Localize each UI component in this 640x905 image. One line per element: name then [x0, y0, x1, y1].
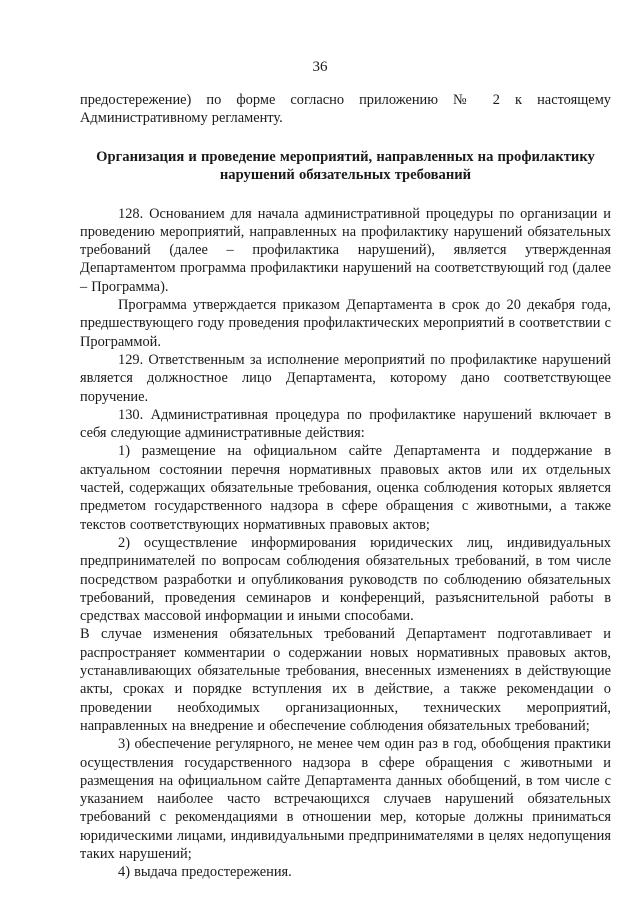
list-item-3: 3) обеспечение регулярного, не менее чем один раз в год, обобщения практики осуществления государственного надзора в сфере обращения с животными и размещения на официальном сайте Департамента данных обобщений, в том числе с указанием наиболее часто встречающихся случаев нарушений обязательных требований с рекомендациями в отношении мер, которые должны приниматься юридическими лицами, индивидуальными предпринимателями в целях недопущения таких нарушений; — [80, 736, 611, 862]
list-item-4: 4) выдача предостережения. — [118, 864, 292, 881]
paragraph-128: 128. Основанием для начала административной процедуры по организации и проведению мероприятий, направленных на профилактику нарушений обязательных требований (далее – профилактика нарушений), является утвержденная Департаментом программа профилактики нарушений на соответствующий год (далее – Программа). — [80, 205, 611, 295]
paragraph-changes: В случае изменения обязательных требований Департамент подготавливает и распространяет комментарии о содержании новых нормативных правовых актов, устанавливающих обязательные требования, внесенных изменениях в действующие акты, сроках и порядке вступления их в действие, а также рекомендации о проведении необходимых организационных, технических мероприятий, направленных на внедрение и обеспечение соблюдения обязательных требований; — [80, 626, 611, 734]
section-heading: Организация и проведение мероприятий, направленных на профилактику нарушений обязательных требований — [96, 148, 595, 184]
list-item-2: 2) осуществление информирования юридических лиц, индивидуальных предпринимателей по вопросам соблюдения обязательных требований, в том числе посредством разработки и опубликования руководств по соблюдению обязательных требований, проведения семинаров и конференций, разъяснительной работы в средствах массовой информации и иными способами. — [80, 534, 611, 625]
page-number: 36 — [312, 59, 328, 75]
document-body — [80, 91, 611, 882]
list-item-1: 1) размещение на официальном сайте Департамента и поддержание в актуальном состоянии перечня нормативных правовых актов или их отдельных частей, содержащих обязательные требования, оценка соблюдения которых является предметом государственного надзора в сфере обращения с животными, а также текстов соответствующих нормативных правовых актов; — [80, 443, 611, 533]
paragraph-129: 129. Ответственным за исполнение мероприятий по профилактике нарушений является должностное лицо Департамента, которому дано соответствующее поручение. — [80, 351, 611, 405]
paragraph-program-approval: Программа утверждается приказом Департамента в срок до 20 декабря года, предшествующего году проведения профилактических мероприятий в соответствии с Программой. — [80, 297, 611, 350]
paragraph-continuation: предостережение) по форме согласно приложению № 2 к настоящему Административному регламенту. — [80, 92, 611, 127]
paragraph-130: 130. Административная процедура по профилактике нарушений включает в себя следующие административные действия: — [80, 406, 611, 442]
